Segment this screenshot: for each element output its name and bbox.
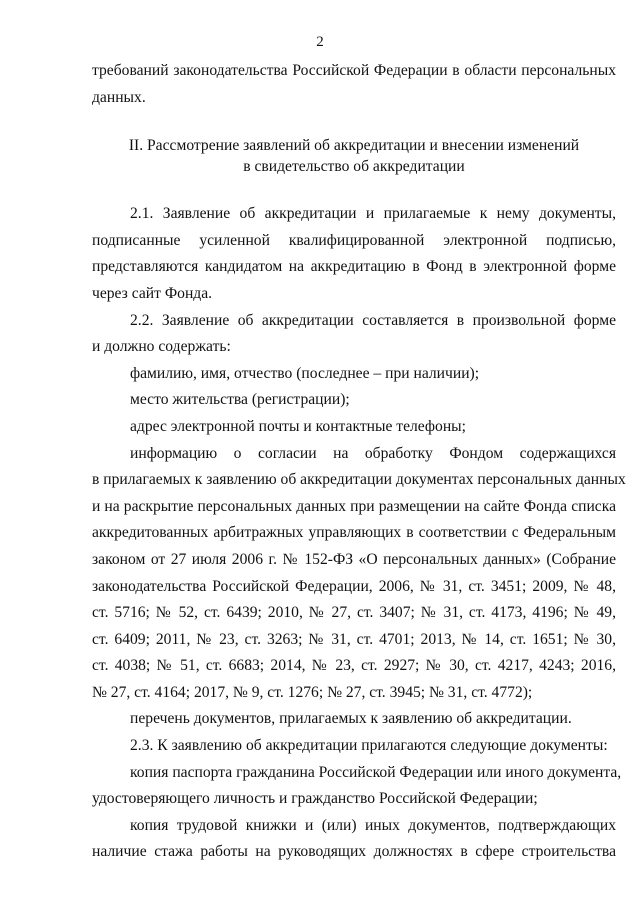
text-line: подписанные усиленной квалифицированной электронной подписью, [92, 231, 616, 249]
text-line: ст. 4038; № 51, ст. 6683; 2014, № 23, ст. 2927; № 30, ст. 4217, 4243; 2016, [92, 657, 616, 675]
text-line: ст. 6409; 2011, № 23, ст. 3263; № 31, ст. 4701; 2013, № 14, ст. 1651; № 30, [92, 630, 616, 648]
top-continuation-paragraph [92, 58, 616, 111]
text-line: № 27, ст. 4164; 2017, № 9, ст. 1276; № 27, ст. 3945; № 31, ст. 4772); [92, 683, 533, 701]
text-line: наличие стажа работы на руководящих должностях в сфере строительства [92, 843, 616, 861]
document-body [92, 58, 626, 866]
text-line: перечень документов, прилагаемых к заявлению об аккредитации. [130, 710, 572, 728]
paragraph-2-2 [92, 308, 616, 361]
text-line: через сайт Фонда. [92, 284, 213, 302]
list-item-consent [92, 441, 626, 707]
text-line: и на раскрытие персональных данных при размещении на сайте Фонда списка [92, 497, 616, 515]
text-line: 2.1. Заявление об аккредитации и прилагаемые к нему документы, [130, 205, 616, 223]
text-line: 2.3. К заявлению об аккредитации прилагаются следующие документы: [130, 737, 608, 755]
text-line: требований законодательства Российской Федерации в области персональных [92, 62, 616, 79]
text-line: законодательства Российской Федерации, 2006, № 31, ст. 3451; 2009, № 48, [92, 577, 616, 595]
text-line: ст. 5716; № 52, ст. 6439; 2010, № 27, ст. 3407; № 31, ст. 4173, 4196; № 49, [92, 604, 616, 622]
text-line: копия трудовой книжки и (или) иных документов, подтверждающих [130, 816, 616, 834]
page-number: 2 [316, 34, 324, 50]
paragraph-2-1 [92, 201, 616, 307]
list-item-workbook [92, 813, 616, 866]
section-heading [92, 135, 616, 177]
list-item-documents [92, 706, 616, 733]
text-line: информацию о согласии на обработку Фондом содержащихся [130, 444, 616, 462]
text-line: адрес электронной почты и контактные телефоны; [130, 417, 466, 435]
text-line: копия паспорта гражданина Российской Федерации или иного документа, [130, 763, 622, 781]
text-line: 2.2. Заявление об аккредитации составляется в произвольной форме [130, 311, 616, 329]
heading-line: в свидетельство об аккредитации [243, 158, 465, 176]
list-item-contacts [92, 414, 616, 441]
text-line: место жительства (регистрации); [130, 391, 350, 409]
list-item-fio [92, 361, 616, 388]
list-item-passport [92, 760, 622, 813]
paragraph-2-3 [92, 733, 616, 760]
text-line: и должно содержать: [92, 338, 231, 356]
text-line: аккредитованных арбитражных управляющих в соответствии с Федеральным [92, 524, 616, 542]
list-item-residence [92, 387, 616, 414]
text-line: фамилию, имя, отчество (последнее – при наличии); [130, 364, 480, 382]
text-line: законом от 27 июля 2006 г. № 152-ФЗ «О персональных данных» (Собрание [92, 550, 616, 568]
text-line: в прилагаемых к заявлению об аккредитации документах персональных данных [92, 471, 626, 489]
heading-line: II. Рассмотрение заявлений об аккредитации и внесении изменений [128, 137, 580, 155]
text-line: представляются кандидатом на аккредитацию в Фонд в электронной форме [92, 258, 616, 276]
text-line: удостоверяющего личность и гражданство Российской Федерации; [92, 790, 538, 808]
text-line: данных. [92, 88, 146, 106]
